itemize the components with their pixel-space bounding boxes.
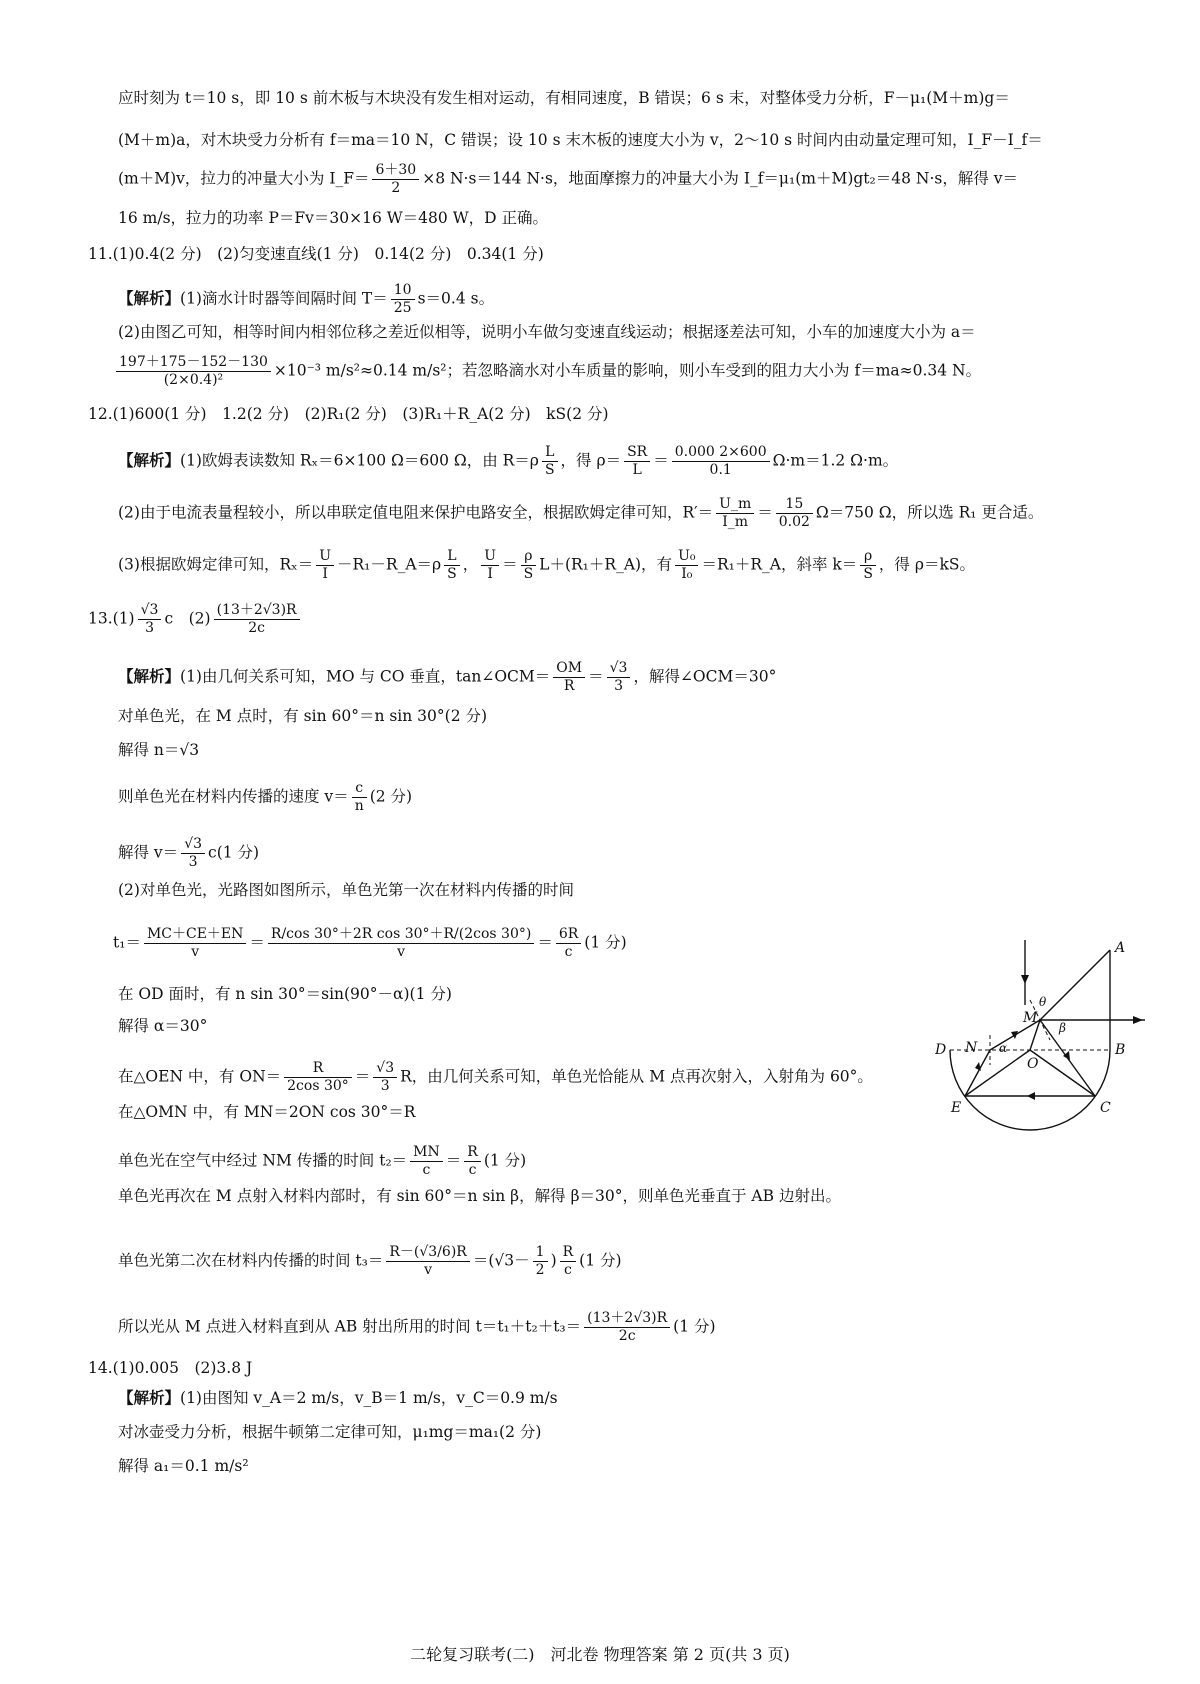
q12-solution-3: (3)根据欧姆定律可知，Rₓ＝ $\frac{U}{I}$ －R₁－R_A＝ρ $\frac{L}{S}$ ， $\frac{U}{I}$ ＝ $\frac{\rho}{S}$ L＋(R₁＋R_A)，有 $\frac{\text{U₀}}{\text{I₀}}$ ＝R₁＋R_A，斜率 k＝ $\frac{\rho}{S}$ ，得 ρ＝kS。 — [118, 548, 975, 582]
fraction: $\frac{6R}{c}$ — [556, 926, 581, 961]
label-m: M — [1023, 1010, 1038, 1026]
label-b: B — [1115, 1042, 1126, 1058]
arrow-incident — [1021, 975, 1029, 984]
fraction: $\frac{U}{I}$ — [316, 548, 334, 583]
q13-solution-7: t₁＝ $\frac{MC+CE+EN}{v}$ ＝ $\frac{\text{R/cos 30°＋2R cos 30°＋R/(2cos 30°)}}{v}$ ＝ $\frac{6R}{c}$ (1 分) — [113, 926, 627, 960]
q12-solution-2: (2)由于电流表量程较小，所以串联定值电阻来保护电路安全，根据欧姆定律可知，R′＝ $\frac{U\_m}{I\_m}$ ＝ $\frac{15}{0.02}$ Ω＝750 Ω，所以选 R₁ 更合适。 — [118, 496, 1044, 530]
para-line-2: (M＋m)a，对木块受力分析有 f＝ma＝10 N，C 错误；设 10 s 末木板的速度大小为 v，2～10 s 时间内由动量定理可知，I_F－I_f＝ — [118, 131, 1043, 149]
arrow-nm — [1011, 1031, 1018, 1039]
para-line-1: 应时刻为 t＝10 s，即 10 s 前木板与木块没有发生相对运动，有相同速度，B 错误；6 s 末，对整体受力分析，F－μ₁(M＋m)g＝ — [118, 89, 1010, 107]
q13-solution-14: 单色光第二次在材料内传播的时间 t₃＝ $\frac{R-(√3/6)R}{v}$ ＝(√3－ $\frac{1}{2}$ ) $\frac{R}{c}$ (1 分) — [118, 1244, 622, 1278]
fraction: $\frac{0.000 2\times 600}{0.1}$ — [672, 444, 770, 479]
analysis-tag: 【解析】 — [118, 1388, 181, 1407]
label-n: N — [965, 1040, 978, 1056]
q13-solution-11: 在△OMN 中，有 MN＝2ON cos 30°＝R — [118, 1103, 416, 1121]
fraction: $\frac{1}{2}$ — [533, 1244, 548, 1279]
label-e: E — [951, 1100, 962, 1116]
hypotenuse-edge — [1040, 950, 1110, 1020]
fraction: $\frac{√3}{3}$ — [138, 602, 162, 637]
q13-solution-5: 解得 v＝ $\frac{√3}{3}$ c(1 分) — [118, 836, 260, 870]
label-theta: θ — [1039, 995, 1047, 1009]
fraction: $\frac{L}{S}$ — [542, 444, 558, 479]
q12-solution-1: 【解析】(1)欧姆表读数知 Rₓ＝6×100 Ω＝600 Ω，由 R＝ρ $\frac{L}{S}$ ，得 ρ＝ $\frac{SR}{L}$ ＝ $\frac{0.000 2\times 600}{0.1}$ Ω·m＝1.2 Ω·m。 — [118, 444, 899, 478]
fraction: $\frac{R}{c}$ — [560, 1244, 577, 1279]
q13-solution-12: 单色光在空气中经过 NM 传播的时间 t₂＝ $\frac{MN}{c}$ ＝ $\frac{R}{c}$ (1 分) — [118, 1144, 527, 1178]
fraction: $\frac{R}{c}$ — [464, 1144, 481, 1179]
q13-solution-1: 【解析】(1)由几何关系可知，MO 与 CO 垂直，tan∠OCM＝ $\frac{OM}{R}$ ＝ $\frac{√3}{3}$ ，解得∠OCM＝30° — [118, 660, 777, 694]
page-footer: 二轮复习联考(二) 河北卷 物理答案 第 2 页(共 3 页) — [410, 1645, 790, 1664]
radius-oc — [1030, 1050, 1095, 1096]
q11-answer: 11.(1)0.4(2 分) (2)匀变速直线(1 分) 0.14(2 分) 0.34(1 分) — [88, 245, 544, 263]
q14-solution-3: 解得 a₁＝0.1 m/s² — [118, 1457, 249, 1475]
para-line-3 — [118, 162, 1018, 197]
fraction: $\frac{\rho}{S}$ — [860, 548, 876, 583]
fraction: $\frac{U}{I}$ — [481, 548, 499, 583]
fraction: $\frac{U\_m}{I\_m}$ — [716, 496, 754, 531]
fraction: $\frac{R}{2\cos 30^\circ}$ — [284, 1060, 352, 1095]
q14-solution-1: 【解析】(1)由图知 v_A＝2 m/s，v_B＝1 m/s，v_C＝0.9 m/s — [118, 1388, 558, 1407]
para-line-3-text-a: (m＋M)v，拉力的冲量大小为 I_F＝ — [118, 169, 370, 188]
q11-solution-1: 【解析】(1)滴水计时器等间隔时间 T＝ $\frac{10}{25}$ s＝0.4 s。 — [118, 282, 495, 316]
q13-solution-6: (2)对单色光，光路图如图所示，单色光第一次在材料内传播的时间 — [118, 881, 574, 899]
fraction: $\frac{\text{R/cos 30°＋2R cos 30°＋R/(2cos 30°)}}{v}$ — [268, 926, 534, 961]
arrow-ce — [1027, 1092, 1035, 1100]
fraction: $\frac{R-(√3/6)R}{v}$ — [386, 1244, 469, 1279]
para-line-4: 16 m/s，拉力的功率 P＝Fv＝30×16 W＝480 W，D 正确。 — [118, 209, 548, 227]
fraction: $\frac{OM}{R}$ — [553, 660, 585, 695]
analysis-tag: 【解析】 — [118, 450, 181, 470]
fraction: $\frac{10}{25}$ — [391, 282, 415, 317]
ray-en — [965, 1050, 990, 1096]
fraction: $\frac{15}{0.02}$ — [776, 496, 813, 531]
q11-solution-2: (2)由图乙可知，相等时间内相邻位移之差近似相等，说明小车做匀变速直线运动；根据逐差法可知，小车的加速度大小为 a＝ — [118, 323, 976, 341]
fraction: $\frac{c}{n}$ — [352, 780, 367, 815]
label-d: D — [935, 1042, 947, 1058]
radius-oe — [965, 1050, 1030, 1096]
q13-solution-13: 单色光再次在 M 点射入材料内部时，有 sin 60°＝n sin β，解得 β＝30°，则单色光垂直于 AB 边射出。 — [118, 1187, 841, 1205]
q13-solution-10: 在△OEN 中，有 ON＝ $\frac{R}{2\cos 30^\circ}$ ＝ $\frac{√3}{3}$ R，由几何关系可知，单色光恰能从 M 点再次射入，入射角为 60°。 — [118, 1060, 873, 1094]
fraction: $\frac{MC+CE+EN}{v}$ — [144, 926, 246, 961]
q13-answer: 13.(1) $\frac{√3}{3}$ c (2) $\frac{(13+2√3)R}{2c}$ — [88, 602, 303, 637]
label-o: O — [1027, 1056, 1039, 1072]
q14-solution-2: 对冰壶受力分析，根据牛顿第二定律可知，μ₁mg＝ma₁(2 分) — [118, 1423, 542, 1441]
q13-solution-2: 对单色光，在 M 点时，有 sin 60°＝n sin 30°(2 分) — [118, 707, 488, 725]
fraction: $\frac{197+175-152-130}{\text{(2×0.4)²}}$ — [116, 354, 271, 389]
arrow-en — [975, 1062, 981, 1071]
fraction: $\frac{(13+2√3)R}{2c}$ — [214, 602, 300, 637]
q11-solution-3: $\frac{197+175-152-130}{\text{(2×0.4)²}}$ ×10⁻³ m/s²≈0.14 m/s²；若忽略滴水对小车质量的影响，则小车受到的阻力大小为 f＝ma≈0.34 N。 — [113, 354, 981, 389]
q13-solution-8: 在 OD 面时，有 n sin 30°＝sin(90°－α)(1 分) — [118, 985, 452, 1003]
label-beta: β — [1059, 1021, 1066, 1035]
fraction: $\frac{L}{S}$ — [444, 548, 460, 583]
q13-solution-4: 则单色光在材料内传播的速度 v＝ $\frac{c}{n}$ (2 分) — [118, 780, 413, 814]
label-a: A — [1115, 940, 1126, 956]
fraction: $\frac{√3}{3}$ — [181, 836, 205, 871]
q14-answer: 14.(1)0.005 (2)3.8 J — [88, 1359, 253, 1377]
q13-solution-15: 所以光从 M 点进入材料直到从 AB 射出所用的时间 t＝t₁＋t₂＋t₃＝ $\frac{(13+2√3)R}{2c}$ (1 分) — [118, 1310, 716, 1344]
fraction: $\frac{√3}{3}$ — [607, 660, 631, 695]
fraction: $\frac{√3}{3}$ — [373, 1060, 397, 1095]
fraction: $\frac{MN}{c}$ — [410, 1144, 443, 1179]
analysis-tag: 【解析】 — [118, 666, 181, 686]
fraction: $\frac{\rho}{S}$ — [521, 548, 537, 583]
para-line-3-text-b: ×8 N·s＝144 N·s，地面摩擦力的冲量大小为 I_f＝μ₁(m＋M)gt₂＝48 N·s，解得 v＝ — [422, 169, 1019, 188]
fraction: $\frac{6+30}{2}$ — [372, 162, 419, 197]
fraction: $\frac{\text{U₀}}{\text{I₀}}$ — [675, 548, 698, 583]
optics-diagram — [935, 940, 1160, 1150]
fraction: $\frac{SR}{L}$ — [624, 444, 650, 479]
fraction: $\frac{(13+2√3)R}{2c}$ — [584, 1310, 670, 1345]
analysis-tag: 【解析】 — [118, 288, 181, 308]
q13-solution-3: 解得 n＝√3 — [118, 741, 200, 759]
label-alpha: α — [999, 1041, 1008, 1055]
q12-answer: 12.(1)600(1 分) 1.2(2 分) (2)R₁(2 分) (3)R₁＋R_A(2 分) kS(2 分) — [88, 405, 609, 423]
q13-solution-9: 解得 α＝30° — [118, 1017, 208, 1035]
label-c: C — [1100, 1100, 1111, 1116]
